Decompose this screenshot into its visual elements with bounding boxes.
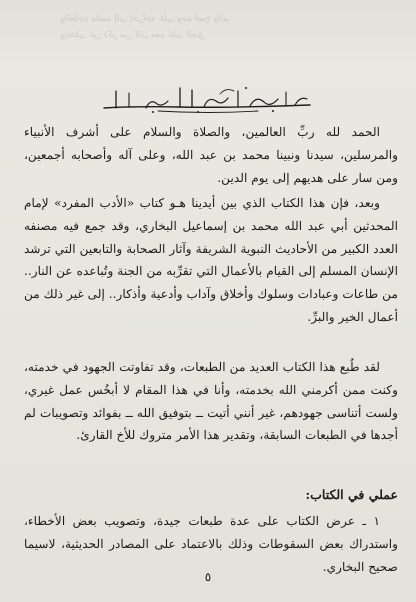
book-description-paragraph	[24, 192, 398, 329]
paragraph-text: وبعد، فإن هذا الكتاب الذي بين أيدينا هـو كتاب «الأدب المفرد» لإمام المحدثين أبي عبد الله محمد بن إسماعيل البخاري، وقد جمع فيه مصنفه العدد الكبير من الأحاديث النبوية الشريفة وآثار الصحابة والتابعين التي ترشد الإنسان المسلم إلى القيام بالأعمال التي تقرِّبه من الجنة وتُباعده عن النار.. من طاعات وعبادات وسلوك وأخلاق وآداب وأدعية وأذكار.. إلى غير ذلك من أعمال الخير والبرِّ.	[24, 196, 398, 324]
page-number: ٥	[204, 570, 212, 584]
paragraph-text: لقد طُبع هذا الكتاب العديد من الطبعات، وقد تفاوتت الجهود في خدمته، وكنت ممن أكرمني الله بخدمته، وأنا في هذا المقام لا أبخُس عمل غيري، ولست أتناسى جهودهم، غير أنني أتيت ــ بتوفيق الله ــ بفوائد وتصويبات لم أجدها في الطبعات السابقة، وتقدير هذا الأمر متروك للأخ القارئ.	[24, 360, 398, 443]
editions-paragraph	[24, 356, 398, 447]
basmala-text: بسم الله الرحمن الرحيم	[147, 95, 269, 109]
work-list	[24, 510, 398, 578]
basmala-calligraphy	[98, 82, 318, 116]
list-item: ١ ـ عرض الكتاب على عدة طبعات جيدة، وتصويب بعض الأخطاء، واستدراك بعض السقوطات وذلك بالاعتماد على المصادر الحديثية، لاسيما صحيح البخاري.	[24, 514, 398, 574]
bleed-text-line: ويتخلى عن ذكر من كان معه على الحق	[60, 30, 206, 40]
section-heading: عملي في الكتاب:	[305, 487, 398, 502]
bleed-text-line: والحاجة ماسة إلى إخراجه على وجه أصح وأتم	[60, 14, 230, 24]
basmala-calligraphy-drawing	[98, 82, 318, 116]
intro-paragraph	[24, 121, 398, 189]
reverse-side-bleed	[0, 0, 416, 70]
paragraph-text: الحمد لله ربِّ العالمين، والصلاة والسلام على أشرف الأنبياء والمرسلين، سيدنا ونبينا محمد بن عبد الله، وعلى آله وأصحابه أجمعين، ومن سار على هديهم إلى يوم الدين.	[24, 125, 398, 185]
